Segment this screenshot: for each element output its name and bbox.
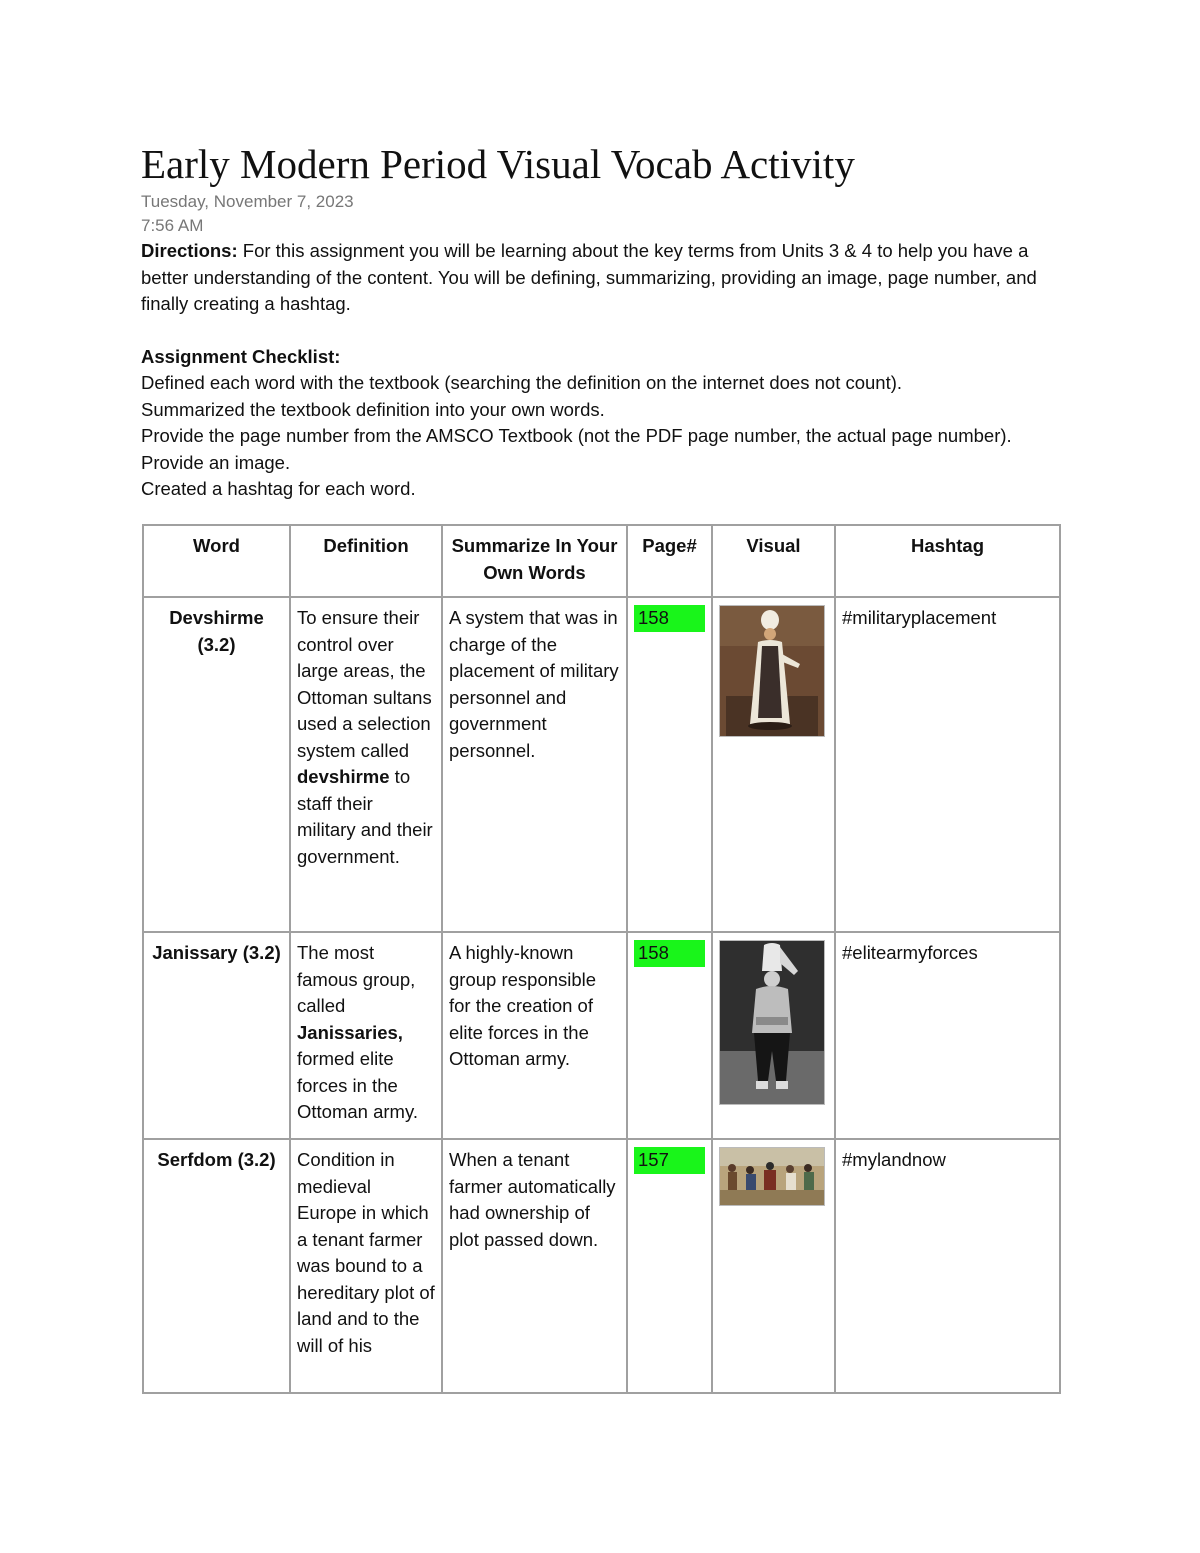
- checklist-item: Summarized the textbook definition into your own words.: [141, 398, 605, 420]
- hashtag-cell: #militaryplacement: [835, 597, 1060, 932]
- page-cell: [627, 932, 712, 1139]
- checklist-item: Created a hashtag for each word.: [141, 478, 416, 499]
- definition-term: Janissaries,: [297, 1021, 403, 1043]
- directions-text: For this assignment you will be learning about the key terms from Units 3 & 4 to help you have a better understanding of the content. You will be defining, summarizing, providing an image, page number, and finally creating a hashtag.: [141, 240, 1037, 314]
- page-cell: [627, 1139, 712, 1393]
- serfdom-image: [719, 1147, 825, 1206]
- page-number: 158: [634, 605, 705, 632]
- header-visual: Visual: [712, 525, 835, 597]
- header-definition: Definition: [290, 525, 442, 597]
- checklist-item: Provide the page number from the AMSCO Textbook (not the PDF page number, the actual page number).: [141, 425, 1012, 446]
- hashtag-cell: #elitearmyforces: [835, 932, 1060, 1139]
- document-page: [141, 138, 1059, 503]
- directions-paragraph: [141, 238, 1059, 318]
- table-row: [143, 597, 1060, 932]
- checklist-item: Provide an image.: [141, 451, 291, 473]
- devshirme-image: [719, 605, 825, 737]
- checklist-item: Defined each word with the textbook (searching the definition on the internet does not count).: [141, 372, 903, 393]
- table-header-row: [143, 525, 1060, 597]
- header-word: Word: [143, 525, 290, 597]
- word-cell: Serfdom (3.2): [143, 1139, 290, 1393]
- summary-cell: A highly-known group responsible for the creation of elite forces in the Ottoman army.: [442, 932, 627, 1139]
- definition-text: To ensure their control over large areas, the Ottoman sultans used a selection system called: [297, 607, 432, 761]
- definition-cell: [290, 932, 442, 1139]
- word-cell: Devshirme (3.2): [143, 597, 290, 932]
- word-cell: Janissary (3.2): [143, 932, 290, 1139]
- checklist-heading: Assignment Checklist:: [141, 345, 341, 367]
- hashtag-cell: #mylandnow: [835, 1139, 1060, 1393]
- page-number: 158: [634, 940, 705, 967]
- definition-text: to staff their military and their government.: [297, 766, 433, 867]
- time-stamp: 7:56 AM: [141, 216, 204, 235]
- page-title: Early Modern Period Visual Vocab Activity: [141, 141, 855, 187]
- definition-term: devshirme: [297, 766, 390, 787]
- header-page: Page#: [627, 525, 712, 597]
- summary-cell: A system that was in charge of the placement of military personnel and government personnel.: [442, 597, 627, 932]
- date-stamp: Tuesday, November 7, 2023: [141, 192, 354, 211]
- page-cell: [627, 597, 712, 932]
- janissary-image: [719, 940, 825, 1105]
- definition-text: formed elite forces in the Ottoman army.: [297, 1048, 418, 1122]
- visual-cell: [712, 932, 835, 1139]
- definition-cell: [290, 1139, 442, 1393]
- page-number: 157: [634, 1147, 705, 1174]
- header-summary: Summarize In Your Own Words: [442, 525, 627, 597]
- directions-label: Directions:: [141, 240, 238, 261]
- summary-cell: When a tenant farmer automatically had ownership of plot passed down.: [442, 1139, 627, 1393]
- visual-cell: [712, 1139, 835, 1393]
- definition-text: Condition in medieval Europe in which a tenant farmer was bound to a hereditary plot of land and to the will of his: [297, 1149, 435, 1356]
- table-row: [143, 1139, 1060, 1393]
- header-hashtag: Hashtag: [835, 525, 1060, 597]
- vocab-table: [142, 524, 1061, 1394]
- table-row: [143, 932, 1060, 1139]
- definition-cell: [290, 597, 442, 932]
- definition-text: The most famous group, called: [297, 942, 416, 1016]
- visual-cell: [712, 597, 835, 932]
